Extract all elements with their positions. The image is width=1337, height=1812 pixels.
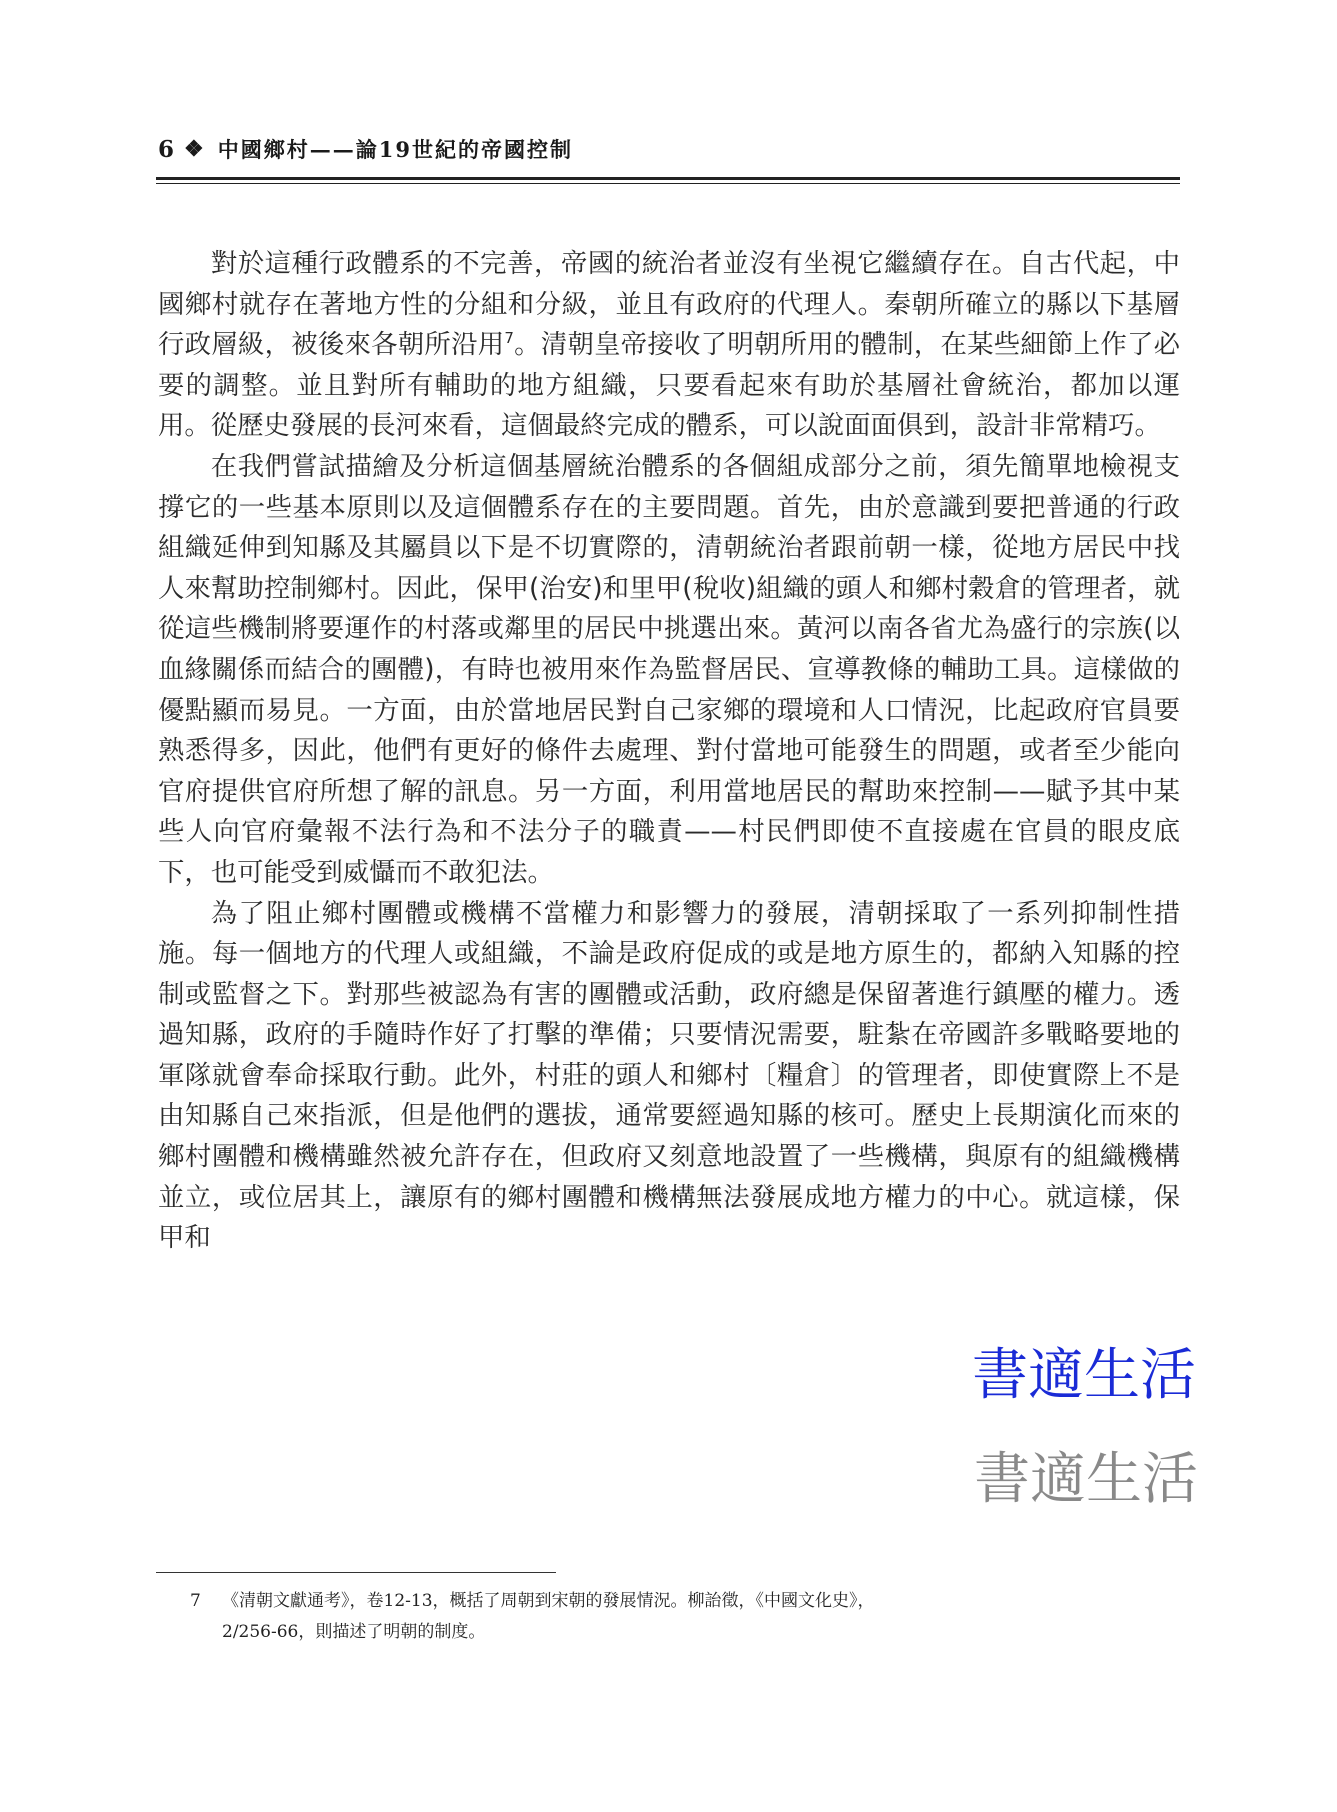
footnote-ref-7[interactable]: 7	[504, 329, 514, 348]
footnote-line-2: 2/256-66，則描述了明朝的制度。	[222, 1622, 486, 1642]
page-number: 6	[158, 135, 177, 163]
footnote-rule	[156, 1572, 556, 1573]
footnote-line-1: 《清朝文獻通考》，卷12-13，概括了周朝到宋朝的發展情況。柳詒徵，《中國文化史》，	[222, 1591, 875, 1611]
paragraph-3: 為了阻止鄉村團體或機構不當權力和影響力的發展，清朝採取了一系列抑制性措施。每一個地方的代理人或組織，不論是政府促成的或是地方原生的，都納入知縣的控制或監督之下。對那些被認為有害的團體或活動，政府總是保留著進行鎮壓的權力。透過知縣，政府的手隨時作好了打擊的準備；只要情況需要，駐紮在帝國許多戰略要地的軍隊就會奉命採取行動。此外，村莊的頭人和鄉村〔糧倉〕的管理者，即使實際上不是由知縣自己來指派，但是他們的選拔，通常要經過知縣的核可。歷史上長期演化而來的鄉村團體和機構雖然被允許存在，但政府又刻意地設置了一些機構，與原有的組織機構並立，或位居其上，讓原有的鄉村團體和機構無法發展成地方權力的中心。就這樣，保甲和	[158, 897, 1180, 1254]
footnote-number: 7	[190, 1591, 201, 1611]
footnote-7	[190, 1586, 1150, 1648]
watermark-primary: 書適生活	[972, 1343, 1196, 1408]
paragraph-1-text-b: 。清朝皇帝接收了明朝所用的體制，在某些細節上作了必要的調整。並且對所有輔助的地方組織，只要看起來有助於基層社會統治，都加以運用。從歷史發展的長河來看，這個最終完成的體系，可以說面面俱到，設計非常精巧。	[158, 329, 1181, 442]
header-rule-thin	[156, 183, 1180, 184]
paragraph-1-text-a: 對於這種行政體系的不完善，帝國的統治者並沒有坐視它繼續存在。自古代起，中國鄉村就存在著地方性的分組和分級，並且有政府的代理人。秦朝所確立的縣以下基層行政層級，被後來各朝所沿用	[158, 248, 1180, 361]
paragraph-2: 在我們嘗試描繪及分析這個基層統治體系的各個組成部分之前，須先簡單地檢視支撐它的一些基本原則以及這個體系存在的主要問題。首先，由於意識到要把普通的行政組織延伸到知縣及其屬員以下是不切實際的，清朝統治者跟前朝一樣，從地方居民中找人來幫助控制鄉村。因此，保甲(治安)和里甲(稅收)組織的頭人和鄉村穀倉的管理者，就從這些機制將要運作的村落或鄰里的居民中挑選出來。黃河以南各省尤為盛行的宗族(以血緣關係而結合的團體)，有時也被用來作為監督居民、宣導教條的輔助工具。這樣做的優點顯而易見。一方面，由於當地居民對自己家鄉的環境和人口情況，比起政府官員要熟悉得多，因此，他們有更好的條件去處理、對付當地可能發生的問題，或者至少能向官府提供官府所想了解的訊息。另一方面，利用當地居民的幫助來控制——賦予其中某些人向官府彙報不法行為和不法分子的職責——村民們即使不直接處在官員的眼皮底下，也可能受到威懾而不敢犯法。	[158, 450, 1180, 888]
book-title: 中國鄉村——論19世紀的帝國控制	[217, 137, 573, 162]
paragraph-1	[158, 244, 1180, 447]
header-rule-thick	[156, 177, 1180, 180]
body-text	[158, 244, 1180, 1259]
running-header	[158, 132, 573, 166]
watermark-secondary: 書適生活	[974, 1447, 1198, 1512]
ornament-icon: ❖	[184, 136, 206, 162]
